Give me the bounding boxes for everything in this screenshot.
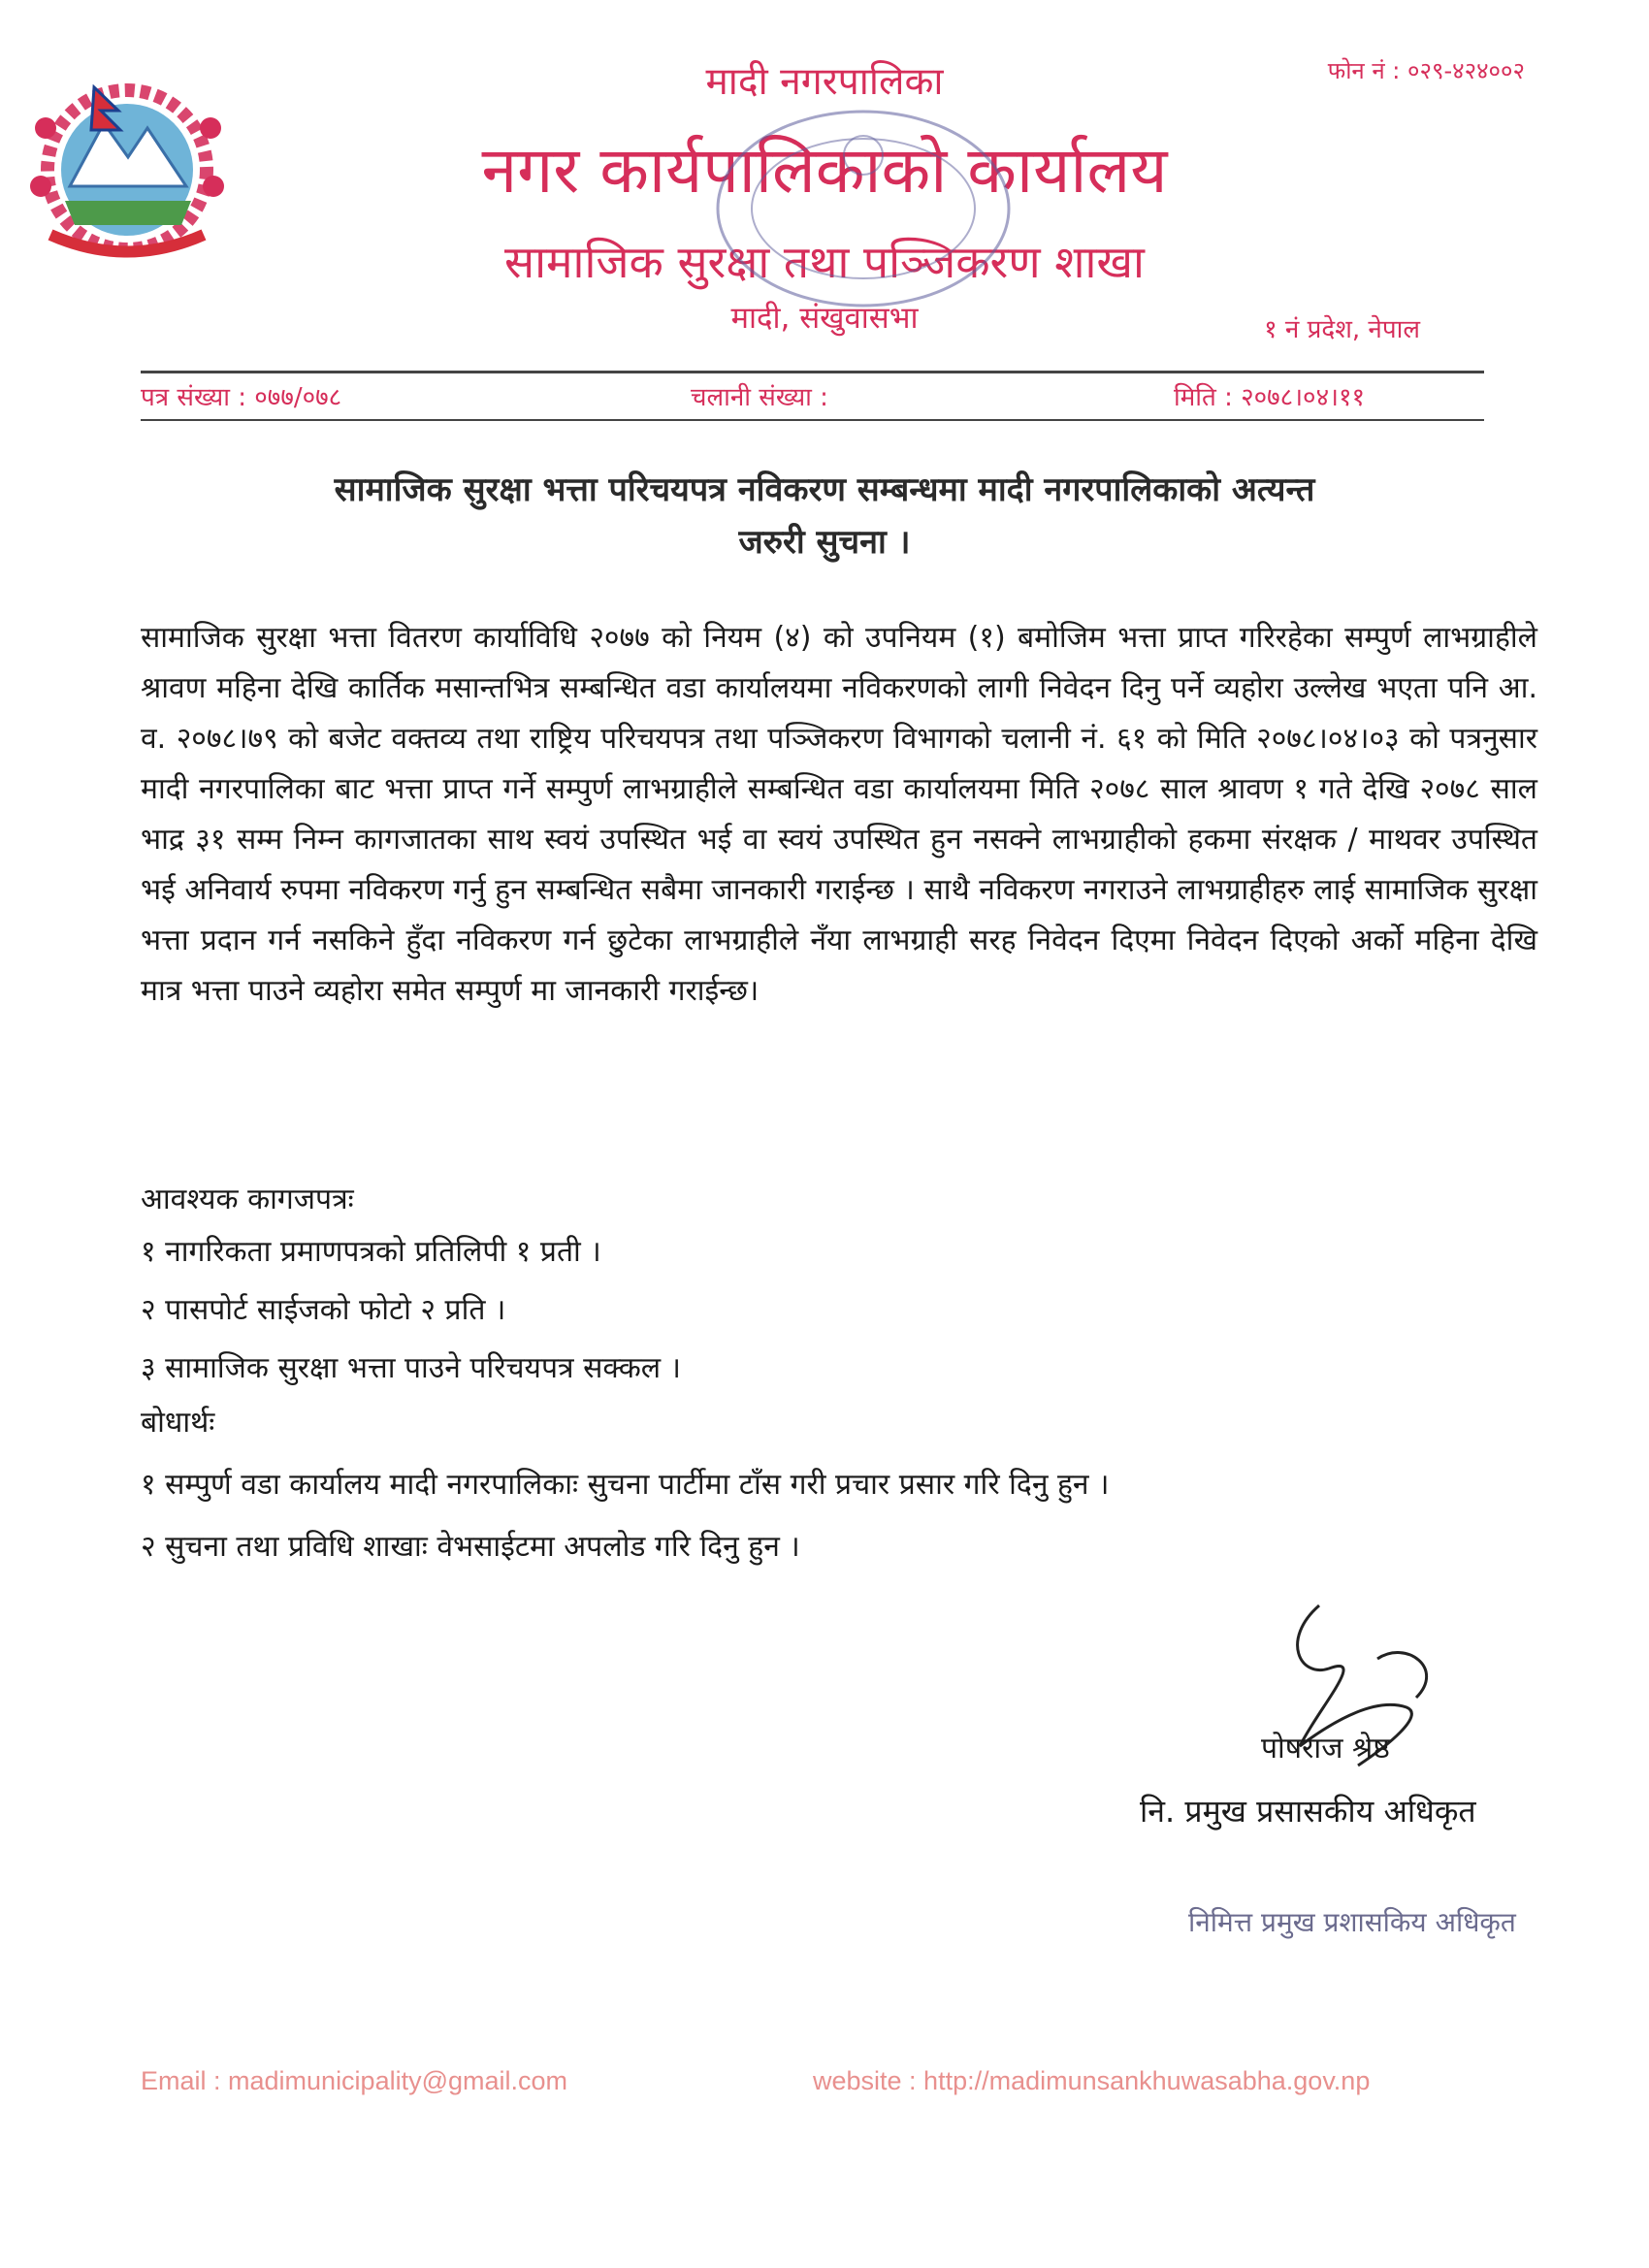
required-documents-heading: आवश्यक कागजपत्रः <box>141 1183 354 1216</box>
dispatch-number: चलानी संख्या : <box>691 383 828 412</box>
header-bottom-rule <box>141 419 1484 421</box>
section-name: सामाजिक सुरक्षा तथा पञ्जिकरण शाखा <box>504 236 1145 288</box>
required-document-item: १ नागरिकता प्रमाणपत्रको प्रतिलिपी १ प्रती । <box>141 1235 601 1269</box>
signatory-title: नि. प्रमुख प्रसासकीय अधिकृत <box>1140 1793 1476 1830</box>
office-stamp-icon <box>698 97 1028 320</box>
reference-row <box>141 378 1479 419</box>
municipality-name: मादी नगरपालिका <box>705 60 944 104</box>
office-name: नगर कार्यपालिकाको कार्यालय <box>481 133 1168 208</box>
required-document-item: २ पासपोर्ट साईजको फोटो २ प्रति । <box>141 1293 506 1327</box>
footer-email: Email : madimunicipality@gmail.com <box>141 2066 568 2095</box>
signatory-name: पोषराज श्रेष्ठ <box>1261 1732 1390 1766</box>
designation-stamp: निमित्त प्रमुख प्रशासकिय अधिकृत <box>1188 1906 1516 1938</box>
province-label: १ नं प्रदेश, नेपाल <box>1264 315 1420 344</box>
cc-item: २ सुचना तथा प्रविधि शाखाः वेभसाईटमा अपलोड गरि दिनु हुन । <box>141 1530 800 1564</box>
notice-body: सामाजिक सुरक्षा भत्ता वितरण कार्याविधि २०७७ को नियम (४) को उपनियम (१) बमोजिम भत्ता प्राप्त गरिरहेका सम्पुर्ण लाभग्राहीले श्रावण महिना देखि कार्तिक मसान्तभित्र सम्बन्धित वडा कार्यालयमा नविकरणको लागी निवेदन दिनु पर्ने व्यहोरा उल्लेख भएता पनि आ. व. २०७८।७९ को बजेट वक्तव्य तथा राष्ट्रिय परिचयपत्र तथा पञ्जिकरण विभागको चलानी नं. ६१ को मिति २०७८।०४।०३ को पत्रनुसार मादी नगरपालिका बाट भत्ता प्राप्त गर्ने सम्पुर्ण लाभग्राहीले सम्बन्धित वडा कार्यालयमा मिति २०७८ साल श्रावण १ गते देखि २०७८ साल भाद्र ३१ सम्म निम्न कागजातका साथ स्वयं उपस्थित भई वा स्वयं उपस्थित हुन नसक्ने लाभग्राहीको हकमा संरक्षक / माथवर उपस्थित भई अनिवार्य रुपमा नविकरण गर्नु हुन सम्बन्धित सबैमा जानकारी गराईन्छ । साथै नविकरण नगराउने लाभग्राहीहरु लाई सामाजिक सुरक्षा भत्ता प्रदान गर्न नसकिने हुँदा नविकरण गर्न छुटेका लाभग्राहीले नँया लाभग्राही सरह निवेदन दिएमा निवेदन दिएको अर्को महिना देखि मात्र भत्ता पाउने व्यहोरा समेत सम्पुर्ण मा जानकारी गराईन्छ। <box>141 621 1537 1008</box>
phone-number: फोन नं : ०२९-४२४००२ <box>1327 57 1525 84</box>
letter-number: पत्र संख्या : ०७७/०७८ <box>141 383 342 412</box>
subject-line-2: जरुरी सुचना । <box>738 523 911 562</box>
cc-heading: बोधार्थः <box>141 1406 215 1440</box>
letter-date: मिति : २०७८।०४।११ <box>1174 383 1365 412</box>
header-top-rule <box>141 371 1484 373</box>
notice-subject <box>146 464 1504 568</box>
required-document-item: ३ सामाजिक सुरक्षा भत्ता पाउने परिचयपत्र सक्कल । <box>141 1351 682 1385</box>
cc-item: १ सम्पुर्ण वडा कार्यालय मादी नगरपालिकाः सुचना पार्टीमा टाँस गरी प्रचार प्रसार गरि दिनु हुन । <box>141 1468 1110 1502</box>
office-address: मादी, संखुवासभा <box>730 301 919 336</box>
subject-line-1: सामाजिक सुरक्षा भत्ता परिचयपत्र नविकरण सम्बन्धमा मादी नगरपालिकाको अत्यन्त <box>334 470 1315 509</box>
footer-website: website : http://madimunsankhuwasabha.gov.np <box>813 2066 1371 2095</box>
